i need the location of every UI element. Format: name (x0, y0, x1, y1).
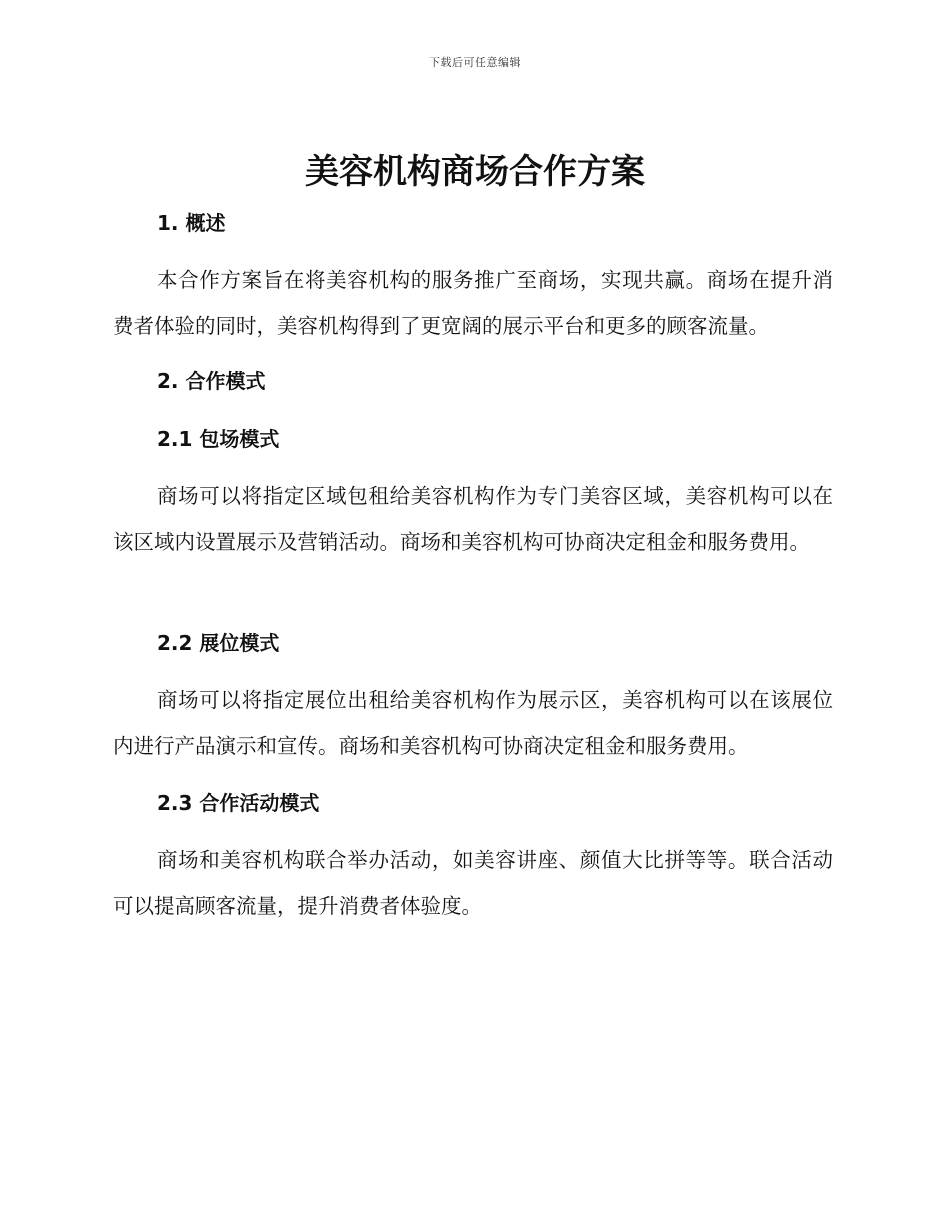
section-heading-overview: 1. 概述 (157, 211, 226, 235)
section-paragraph-booth-mode: 商场可以将指定展位出租给美容机构作为展示区，美容机构可以在该展位内进行产品演示和宣传。商场和美容机构可协商决定租金和服务费用。 (113, 688, 833, 758)
section-heading-activity-mode: 2.3 合作活动模式 (157, 791, 320, 815)
section-heading-cooperation-mode: 2. 合作模式 (157, 369, 266, 393)
section-heading-booth-mode: 2.2 展位模式 (157, 631, 280, 655)
section-paragraph-venue-mode: 商场可以将指定区域包租给美容机构作为专门美容区域，美容机构可以在该区域内设置展示及营销活动。商场和美容机构可协商决定租金和服务费用。 (113, 484, 833, 554)
section-heading-venue-mode: 2.1 包场模式 (157, 427, 280, 451)
section-paragraph-activity-mode: 商场和美容机构联合举办活动，如美容讲座、颜值大比拼等等。联合活动可以提高顾客流量，提升消费者体验度。 (113, 848, 833, 918)
document-title: 美容机构商场合作方案 (305, 152, 645, 192)
header-note: 下载后可任意编辑 (429, 56, 521, 69)
section-paragraph-overview: 本合作方案旨在将美容机构的服务推广至商场，实现共赢。商场在提升消费者体验的同时，美容机构得到了更宽阔的展示平台和更多的顾客流量。 (113, 268, 833, 338)
